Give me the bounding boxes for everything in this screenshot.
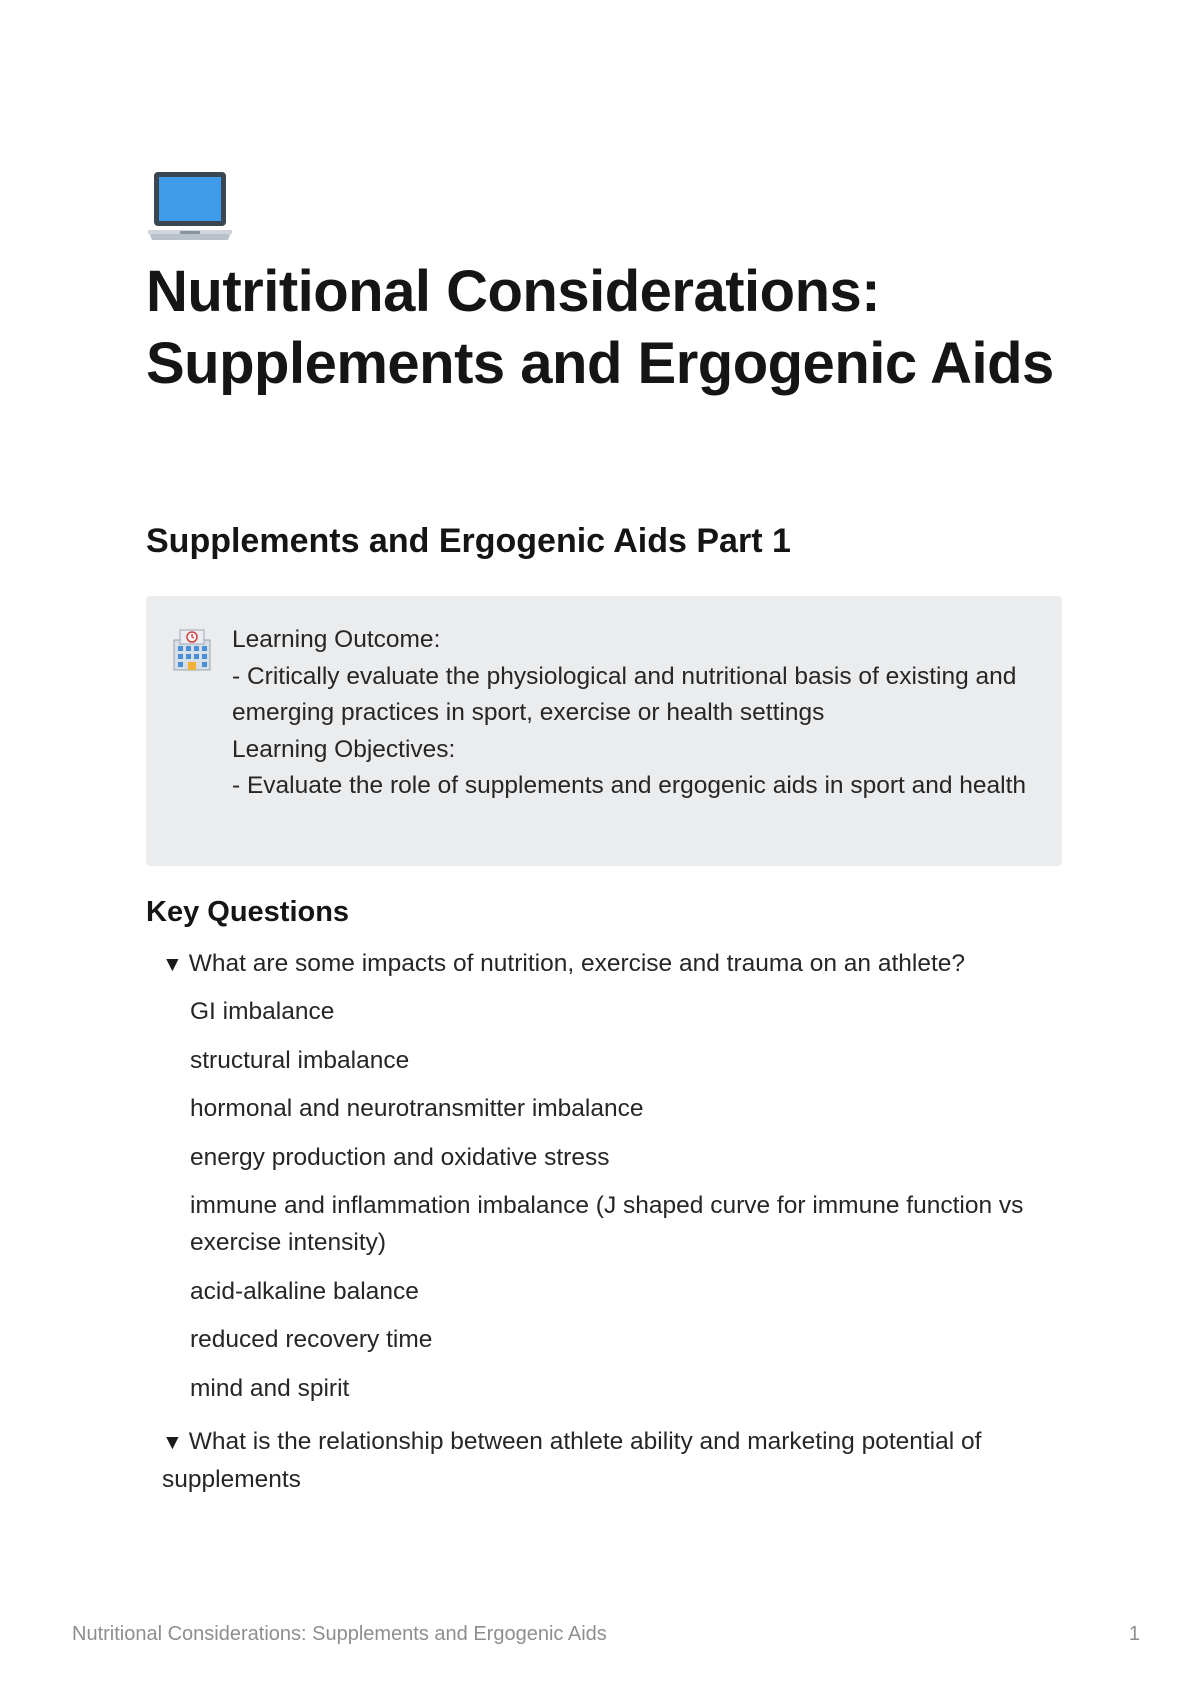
callout-objectives-text: - Evaluate the role of supplements and ergogenic aids in sport and health (232, 772, 1027, 800)
key-questions-heading: Key Questions (146, 896, 350, 928)
learning-callout (146, 596, 1062, 866)
toggle-question-text: What is the relationship between athlete ability and marketing potential of supplements (162, 1428, 982, 1493)
toggle-triangle-icon[interactable]: ▼ (162, 1431, 183, 1454)
callout-outcome-text: - Critically evaluate the physiological and nutritional basis of existing and emerging practices in sport, exercise or health settings (232, 662, 1017, 727)
toggle-question-impacts[interactable] (162, 946, 1062, 984)
callout-outcome-label: Learning Outcome: (232, 626, 441, 653)
toggle-question-marketing[interactable] (162, 1424, 1062, 1498)
toggle-question-text: What are some impacts of nutrition, exercise and trauma on an athlete? (188, 950, 966, 977)
page-title: Nutritional Considerations: Supplements and Ergogenic Aids (146, 259, 1054, 396)
list-item: structural imbalance (190, 1046, 410, 1074)
hospital-icon (170, 626, 214, 672)
list-item: GI imbalance (190, 998, 335, 1025)
list-item: mind and spirit (190, 1374, 350, 1402)
callout-objectives-label: Learning Objectives: (232, 735, 456, 763)
callout-text (232, 622, 1042, 805)
footer-title: Nutritional Considerations: Supplements and Ergogenic Aids (72, 1623, 607, 1645)
page-number: 1 (1128, 1623, 1140, 1645)
list-item: immune and inflammation imbalance (J shaped curve for immune function vs exercise intensity) (190, 1192, 1024, 1256)
section-heading: Supplements and Ergogenic Aids Part 1 (146, 522, 791, 560)
list-item: hormonal and neurotransmitter imbalance (190, 1095, 644, 1123)
toggle-children-list (190, 994, 1070, 1419)
list-item: energy production and oxidative stress (190, 1143, 610, 1171)
laptop-icon (146, 170, 234, 248)
list-item: acid-alkaline balance (190, 1277, 419, 1305)
list-item: reduced recovery time (190, 1326, 433, 1354)
toggle-triangle-icon[interactable]: ▼ (162, 953, 183, 976)
